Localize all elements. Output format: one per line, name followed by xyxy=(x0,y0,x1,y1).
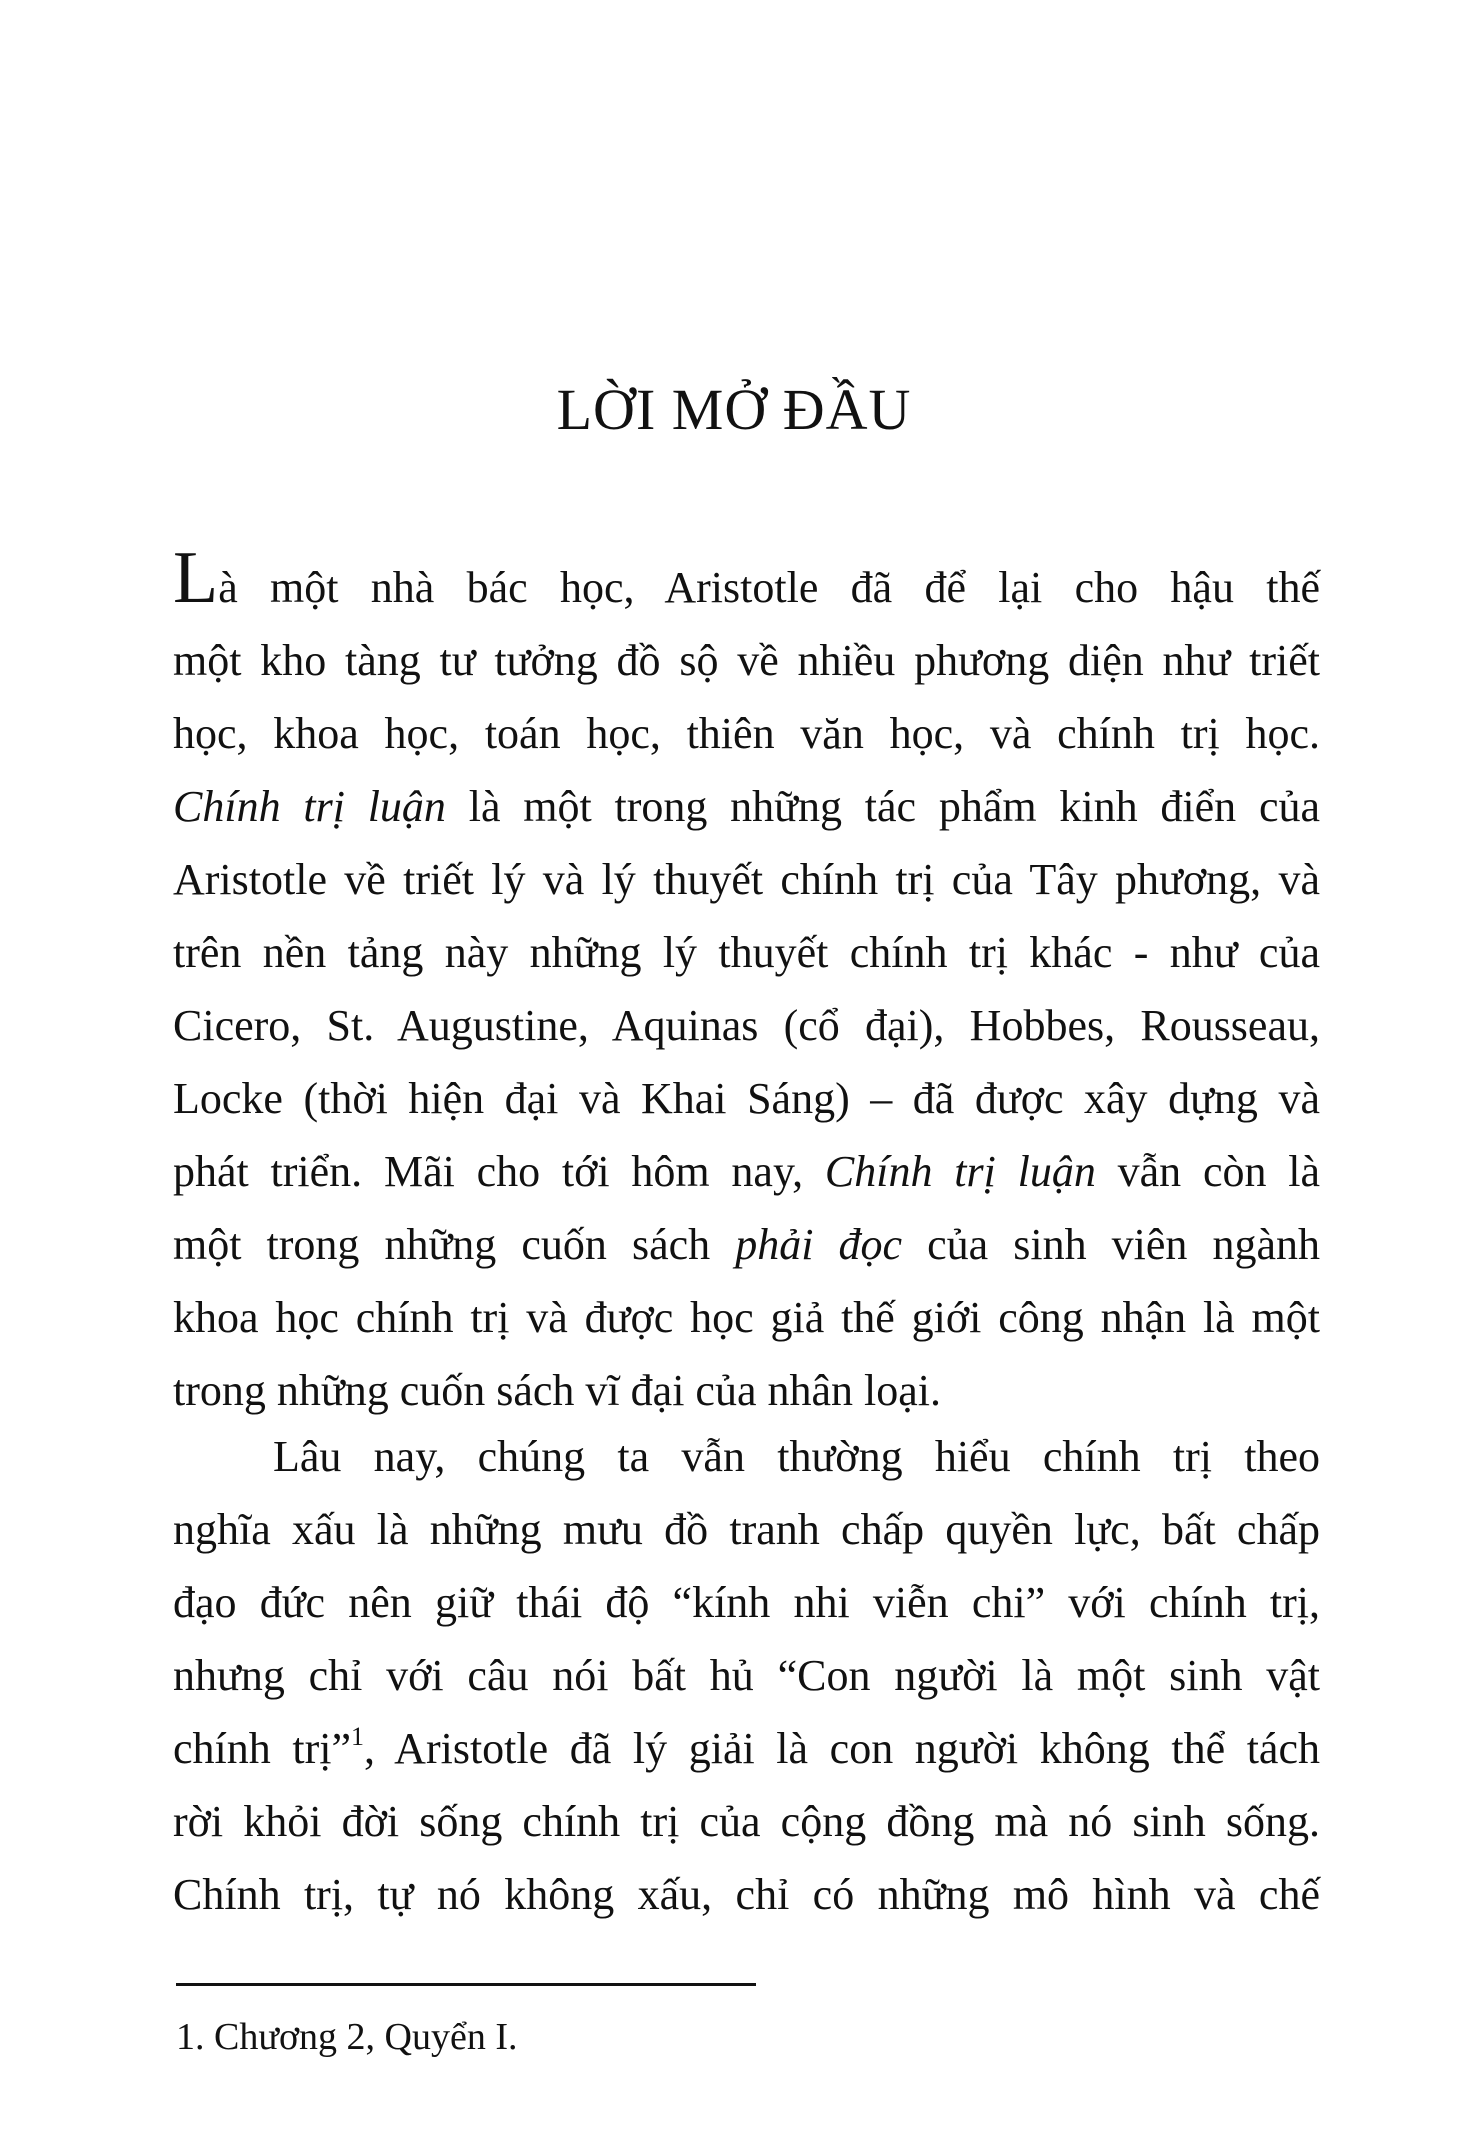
text-line: Chính trị, tự nó không xấu, chỉ có những mô hình và chế xyxy=(173,1870,1320,1919)
text-line: nghĩa xấu là những mưu đồ tranh chấp quyền lực, bất chấp xyxy=(173,1505,1320,1554)
book-title-italic: Chính trị luận xyxy=(173,782,446,831)
drop-cap: L xyxy=(173,537,219,619)
text-line: Locke (thời hiện đại và Khai Sáng) – đã được xây dựng và xyxy=(173,1074,1320,1123)
text-line: Aristotle về triết lý và lý thuyết chính trị của Tây phương, và xyxy=(173,855,1320,904)
text-line: trên nền tảng này những lý thuyết chính trị khác - như của xyxy=(173,928,1320,977)
footnote: 1. Chương 2, Quyển I. xyxy=(176,2016,518,2058)
text-line: rời khỏi đời sống chính trị của cộng đồng mà nó sinh sống. xyxy=(173,1797,1320,1846)
book-title-italic: Chính trị luận xyxy=(824,1147,1096,1196)
text-line: phát triển. Mãi cho tới hôm nay, Chính trị luận vẫn còn là xyxy=(173,1147,1321,1196)
footnote-divider xyxy=(176,1983,756,1986)
text-line: một trong những cuốn sách phải đọc của sinh viên ngành xyxy=(173,1220,1321,1269)
text-line: nhưng chỉ với câu nói bất hủ “Con người là một sinh vật xyxy=(173,1651,1320,1700)
paragraph-1 xyxy=(173,537,1321,1427)
text-line: trong những cuốn sách vĩ đại của nhân loại. xyxy=(173,1366,941,1415)
text-line: Chính trị luận là một trong những tác phẩm kinh điển của xyxy=(173,782,1320,831)
text-line: khoa học chính trị và được học giả thế giới công nhận là một xyxy=(173,1293,1320,1342)
text-line: đạo đức nên giữ thái độ “kính nhi viễn chi” với chính trị, xyxy=(173,1578,1320,1627)
text-line: Cicero, St. Augustine, Aquinas (cổ đại), Hobbes, Rousseau, xyxy=(173,1001,1320,1050)
footnote-reference: 1 xyxy=(351,1722,364,1751)
must-read-italic: phải đọc xyxy=(735,1220,903,1269)
text-line: một kho tàng tư tưởng đồ sộ về nhiều phương diện như triết xyxy=(173,636,1320,685)
text-line: Lâu nay, chúng ta vẫn thường hiểu chính trị theo xyxy=(273,1432,1320,1481)
text-line: chính trị”$^1$, Aristotle đã lý giải là con người không thể tách xyxy=(173,1722,1320,1773)
text-line: học, khoa học, toán học, thiên văn học, và chính trị học. xyxy=(173,709,1320,758)
chapter-title: LỜI MỞ ĐẦU xyxy=(556,377,912,442)
paragraph-2 xyxy=(173,1420,1320,1931)
text-line: Là một nhà bác học, Aristotle đã để lại cho hậu thế xyxy=(173,537,1320,619)
